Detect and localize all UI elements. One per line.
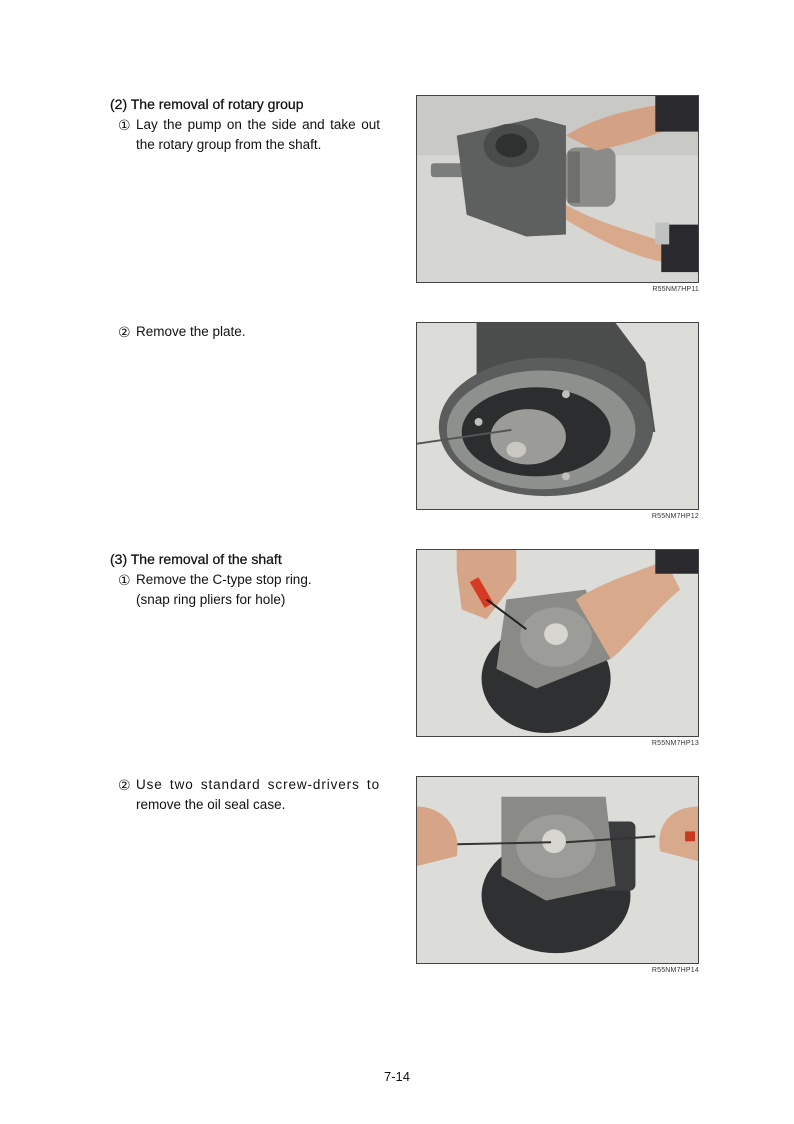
step-text-line: remove the oil seal case. — [136, 797, 286, 812]
step-item — [110, 322, 380, 342]
photo-stop-ring-removal — [416, 549, 699, 737]
page-number: 7-14 — [383, 1069, 411, 1084]
section-heading: (2) The removal of rotary group — [110, 96, 304, 112]
photo-rotary-group-removal — [416, 95, 699, 283]
section-rotary-group — [110, 94, 380, 155]
step-number: ② — [118, 324, 131, 340]
step-item — [110, 775, 380, 815]
step-text-line: Use two standard screw-drivers to — [136, 777, 380, 792]
step-text-line: Remove the C-type stop ring. — [136, 572, 312, 587]
step-text-line: the rotary group from the shaft. — [136, 137, 322, 152]
step-item — [110, 115, 380, 155]
section-shaft-removal — [110, 549, 380, 610]
step-number: ① — [118, 117, 131, 133]
figure-caption: R55NM7HP14 — [651, 967, 699, 974]
photo-plate-removal — [416, 322, 699, 510]
figure-caption: R55NM7HP11 — [652, 286, 699, 293]
section-heading: (3) The removal of the shaft — [110, 551, 282, 567]
step-text-line: (snap ring pliers for hole) — [136, 592, 286, 607]
step-number: ① — [118, 572, 131, 588]
section-remove-plate — [110, 322, 380, 342]
step-item — [110, 570, 380, 610]
figure-caption: R55NM7HP12 — [651, 513, 699, 520]
photo-oil-seal-case-removal — [416, 776, 699, 964]
step-text-line: Lay the pump on the side and take out — [136, 117, 380, 132]
section-oil-seal-case — [110, 775, 380, 815]
step-text-line: Remove the plate. — [136, 324, 246, 339]
step-number: ② — [118, 777, 132, 793]
figure-caption: R55NM7HP13 — [651, 740, 699, 747]
